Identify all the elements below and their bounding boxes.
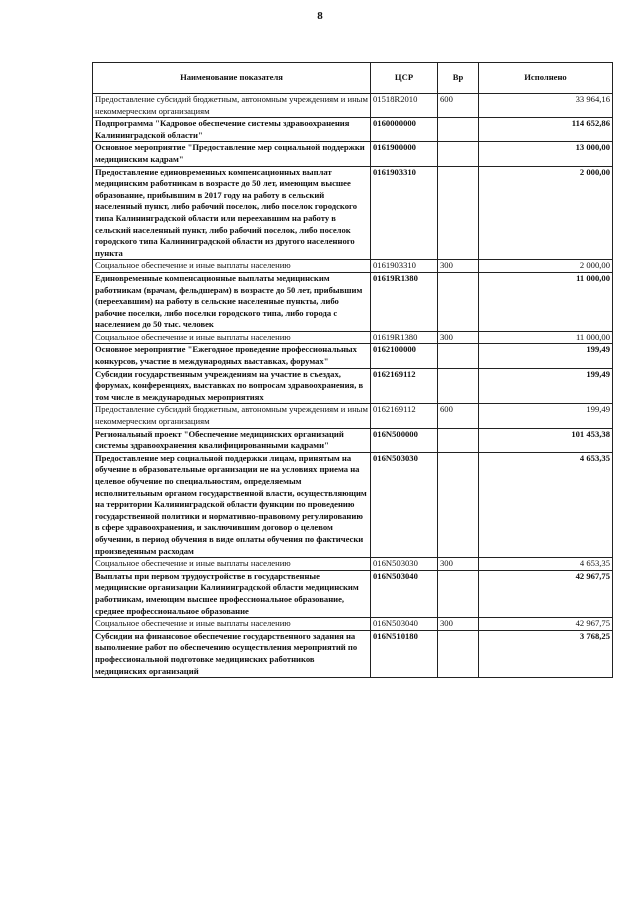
page-number: 8 [317,10,323,22]
cell-csr: 01518R2010 [371,94,438,118]
cell-csr: 0161903310 [371,166,438,260]
table-row [93,558,613,571]
cell-executed: 42 967,75 [479,570,613,617]
table-row [93,368,613,404]
cell-executed: 3 768,25 [479,630,613,677]
cell-executed: 199,49 [479,368,613,404]
table-header-row [93,63,613,94]
cell-vr [438,142,479,166]
cell-name: Основное мероприятие "Предоставление мер социальной поддержки медицинским кадрам" [93,142,371,166]
table-row [93,452,613,557]
cell-csr: 0160000000 [371,118,438,142]
cell-executed: 33 964,16 [479,94,613,118]
cell-vr [438,166,479,260]
cell-name: Выплаты при первом трудоустройстве в государственные медицинские организации Калининградской области медицинским работникам, имеющим высшее профессиональное образование, среднее профессиональное образование [93,570,371,617]
cell-name: Социальное обеспечение и иные выплаты населению [93,331,371,344]
table-row [93,618,613,631]
cell-executed: 11 000,00 [479,331,613,344]
cell-csr: 016N503040 [371,618,438,631]
table-row [93,260,613,273]
cell-vr [438,368,479,404]
cell-vr [438,118,479,142]
cell-name: Предоставление единовременных компенсационных выплат медицинским работникам в возрасте до 50 лет, имеющим высшее образование, прибывшим в 2017 году на работу в сельский населенный пункт, либо рабочий поселок, либо поселок городского типа Калининградской области или переехавшим на работу в сельский населенный пункт, либо рабочий поселок, либо поселок городского типа Калининградской области из другого населенного пункта [93,166,371,260]
cell-csr: 01619R1380 [371,331,438,344]
cell-csr: 016N503030 [371,558,438,571]
table-row [93,142,613,166]
cell-csr: 016N503040 [371,570,438,617]
cell-csr: 016N503030 [371,452,438,557]
cell-vr: 300 [438,618,479,631]
cell-executed: 199,49 [479,344,613,368]
table-row [93,428,613,452]
cell-vr [438,272,479,331]
table-row [93,118,613,142]
cell-name: Субсидии государственным учреждениям на участие в съездах, форумах, конференциях, выставках по вопросам здравоохранения, в том числе в международных мероприятиях [93,368,371,404]
cell-name: Социальное обеспечение и иные выплаты населению [93,618,371,631]
cell-csr: 0162169112 [371,368,438,404]
cell-vr [438,452,479,557]
cell-executed: 11 000,00 [479,272,613,331]
cell-executed: 42 967,75 [479,618,613,631]
cell-executed: 4 653,35 [479,452,613,557]
table-row [93,344,613,368]
cell-name: Региональный проект "Обеспечение медицинских организаций системы здравоохранения квалифицированными кадрами" [93,428,371,452]
cell-executed: 114 652,86 [479,118,613,142]
cell-name: Социальное обеспечение и иные выплаты населению [93,558,371,571]
cell-csr: 01619R1380 [371,272,438,331]
budget-table [92,62,613,678]
cell-name: Предоставление субсидий бюджетным, автономным учреждениям и иным некоммерческим организациям [93,94,371,118]
header-vr: Вр [438,63,479,94]
table-row [93,166,613,260]
cell-name: Субсидии на финансовое обеспечение государственного задания на выполнение работ по обеспечению осуществления мероприятий по профессиональной подготовке медицинских работников медицинских организаций [93,630,371,677]
table-row [93,272,613,331]
cell-executed: 4 653,35 [479,558,613,571]
table-row [93,404,613,428]
cell-name: Подпрограмма "Кадровое обеспечение системы здравоохранения Калининградской области" [93,118,371,142]
cell-executed: 199,49 [479,404,613,428]
table-row [93,570,613,617]
cell-vr [438,630,479,677]
table-row [93,331,613,344]
cell-vr [438,344,479,368]
cell-executed: 2 000,00 [479,166,613,260]
cell-csr: 016N510180 [371,630,438,677]
cell-executed: 13 000,00 [479,142,613,166]
cell-vr [438,428,479,452]
header-executed: Исполнено [479,63,613,94]
cell-executed: 101 453,38 [479,428,613,452]
header-csr: ЦСР [371,63,438,94]
cell-name: Единовременные компенсационные выплаты медицинским работникам (врачам, фельдшерам) в возрасте до 50 лет, прибывшим (переехавшим) на работу в сельские населенные пункты, либо рабочие поселки, либо поселки городского типа, либо города с населением до 50 тыс. человек [93,272,371,331]
cell-csr: 0162100000 [371,344,438,368]
cell-csr: 0162169112 [371,404,438,428]
cell-name: Предоставление мер социальной поддержки лицам, принятым на обучение в образовательные организации не на условиях приема на целевое обучение по специальностям, определяемым исполнительным органом государственной власти, осуществляющим на территории Калининградской области функции по проведению государственной политики и нормативно-правовому регулированию в сфере здравоохранения, и заключившим договор о целевом обучении, в период обучения в виде оплаты обучения по фактически произведенным расходам [93,452,371,557]
table-row [93,94,613,118]
cell-csr: 016N500000 [371,428,438,452]
cell-vr: 300 [438,331,479,344]
cell-name: Социальное обеспечение и иные выплаты населению [93,260,371,273]
header-name: Наименование показателя [93,63,371,94]
cell-name: Предоставление субсидий бюджетным, автономным учреждениям и иным некоммерческим организациям [93,404,371,428]
cell-csr: 0161903310 [371,260,438,273]
table-body [93,94,613,678]
cell-vr: 600 [438,404,479,428]
cell-vr [438,570,479,617]
cell-executed: 2 000,00 [479,260,613,273]
cell-vr: 300 [438,260,479,273]
cell-vr: 600 [438,94,479,118]
cell-vr: 300 [438,558,479,571]
table-row [93,630,613,677]
cell-csr: 0161900000 [371,142,438,166]
cell-name: Основное мероприятие "Ежегодное проведение профессиональных конкурсов, участие в международных выставках, форумах" [93,344,371,368]
